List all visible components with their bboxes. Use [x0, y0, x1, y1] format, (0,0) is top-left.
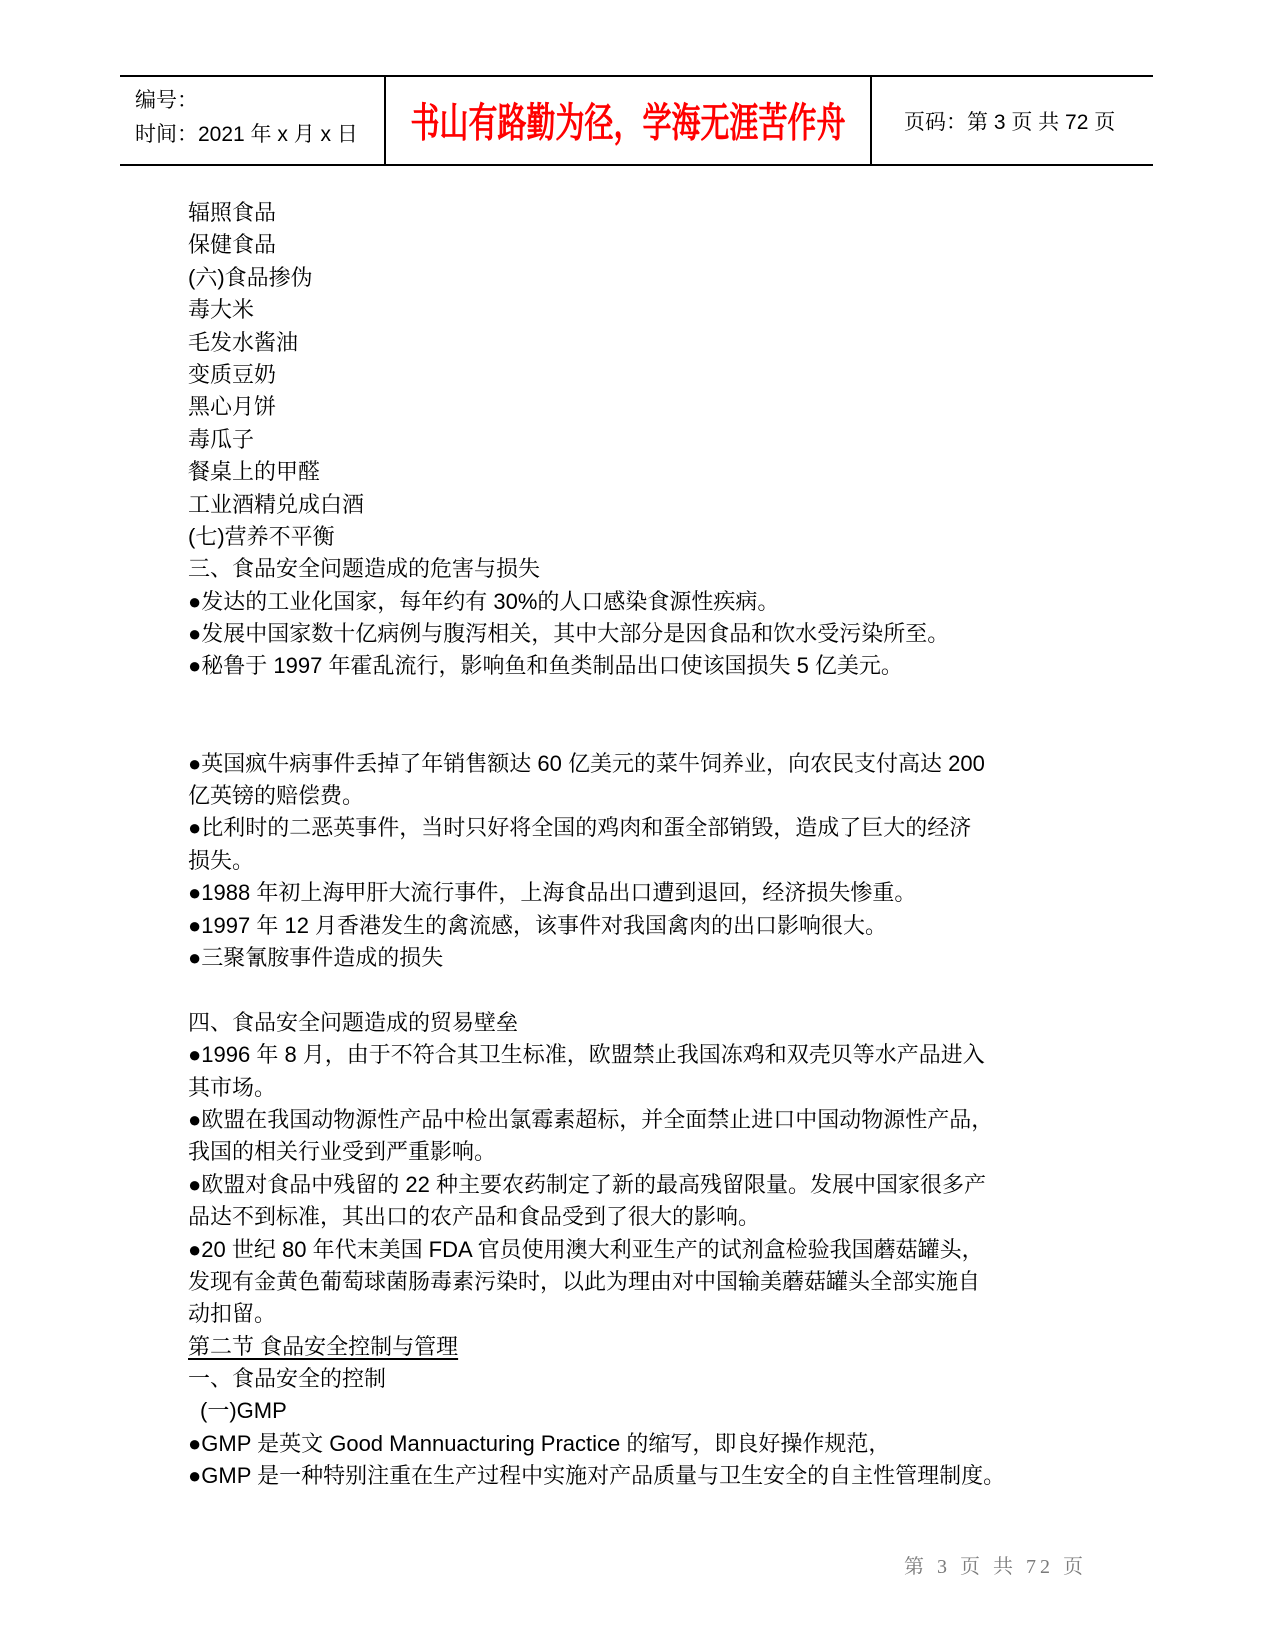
text-line: 发现有金黄色葡萄球菌肠毒素污染时，以此为理由对中国输美蘑菇罐头全部实施自 [188, 1268, 981, 1294]
document-body [188, 197, 1148, 1493]
text-line: ●GMP 是一种特别注重在生产过程中实施对产品质量与卫生安全的自主性管理制度。 [188, 1463, 1006, 1489]
text-line: ●1997 年 12 月香港发生的禽流感，该事件对我国禽肉的出口影响很大。 [188, 912, 888, 938]
text-line: (六)食品掺伪 [188, 264, 313, 290]
text-line: 一、食品安全的控制 [188, 1366, 387, 1392]
header-page-cell [872, 77, 1153, 164]
text-line: 动扣留。 [188, 1301, 277, 1327]
text-line: 其市场。 [188, 1074, 277, 1100]
text-line: (一)GMP [200, 1398, 287, 1424]
text-line: 毛发水酱油 [188, 329, 299, 355]
text-line: ●欧盟在我国动物源性产品中检出氯霉素超标，并全面禁止进口中国动物源性产品， [188, 1106, 994, 1132]
blank-line [188, 683, 1148, 715]
text-line: ●秘鲁于 1997 年霍乱流行，影响鱼和鱼类制品出口使该国损失 5 亿美元。 [188, 653, 903, 679]
text-line: 损失。 [188, 847, 255, 873]
text-line: ●英国疯牛病事件丢掉了年销售额达 60 亿美元的菜牛饲养业，向农民支付高达 200 [188, 750, 985, 776]
text-line: ●1996 年 8 月，由于不符合其卫生标准，欧盟禁止我国冻鸡和双壳贝等水产品进入 [188, 1042, 985, 1068]
text-line: 三、食品安全问题造成的危害与损失 [188, 556, 541, 582]
header-meta-cell [120, 77, 384, 164]
text-line: 毒大米 [188, 297, 255, 323]
text-line: ●欧盟对食品中残留的 22 种主要农药制定了新的最高残留限量。发展中国家很多产 [188, 1171, 986, 1197]
header-page-label: 页码：第 3 页 共 72 页 [904, 110, 1116, 134]
header-motto: 书山有路勤为径，学海无涯苦作舟 [410, 101, 846, 147]
text-line: ●GMP 是英文 Good Mannuacturing Practice 的缩写，即良好操作规范， [188, 1430, 891, 1456]
blank-line [188, 974, 1148, 1006]
text-line: 工业酒精兑成白酒 [188, 491, 365, 517]
doc-time-label: 时间：2021 年 x 月 x 日 [135, 123, 358, 146]
text-line: 黑心月饼 [188, 394, 277, 420]
page-footer [904, 1550, 1087, 1579]
text-line: 第二节 食品安全控制与管理 [188, 1333, 459, 1359]
header-table [120, 75, 1153, 166]
text-line: 我国的相关行业受到严重影响。 [188, 1139, 497, 1165]
text-line: ●比利时的二恶英事件，当时只好将全国的鸡肉和蛋全部销毁，造成了巨大的经济 [188, 815, 972, 841]
text-line: (七)营养不平衡 [188, 523, 335, 549]
doc-number-label: 编号： [135, 89, 198, 112]
text-line: 保健食品 [188, 232, 277, 258]
text-line: ●三聚氰胺事件造成的损失 [188, 944, 444, 970]
header-motto-cell [384, 77, 872, 164]
text-line: 餐桌上的甲醛 [188, 459, 321, 485]
text-line: 品达不到标准，其出口的农产品和食品受到了很大的影响。 [188, 1204, 761, 1230]
text-line: 亿英镑的赔偿费。 [188, 783, 365, 809]
blank-line [188, 715, 1148, 747]
text-line: 四、食品安全问题造成的贸易壁垒 [188, 1009, 519, 1035]
text-line: ●发达的工业化国家，每年约有 30%的人口感染食源性疾病。 [188, 588, 780, 614]
text-line: 辐照食品 [188, 200, 277, 225]
text-line: 毒瓜子 [188, 426, 255, 452]
text-line: ●发展中国家数十亿病例与腹泻相关，其中大部分是因食品和饮水受污染所至。 [188, 621, 950, 647]
text-line: ●1988 年初上海甲肝大流行事件，上海食品出口遭到退回，经济损失惨重。 [188, 880, 917, 906]
footer-page-number: 第 3 页 共 72 页 [904, 1556, 1087, 1578]
text-line: 变质豆奶 [188, 361, 277, 387]
text-line: ●20 世纪 80 年代末美国 FDA 官员使用澳大利亚生产的试剂盒检验我国蘑菇罐头， [188, 1236, 984, 1262]
